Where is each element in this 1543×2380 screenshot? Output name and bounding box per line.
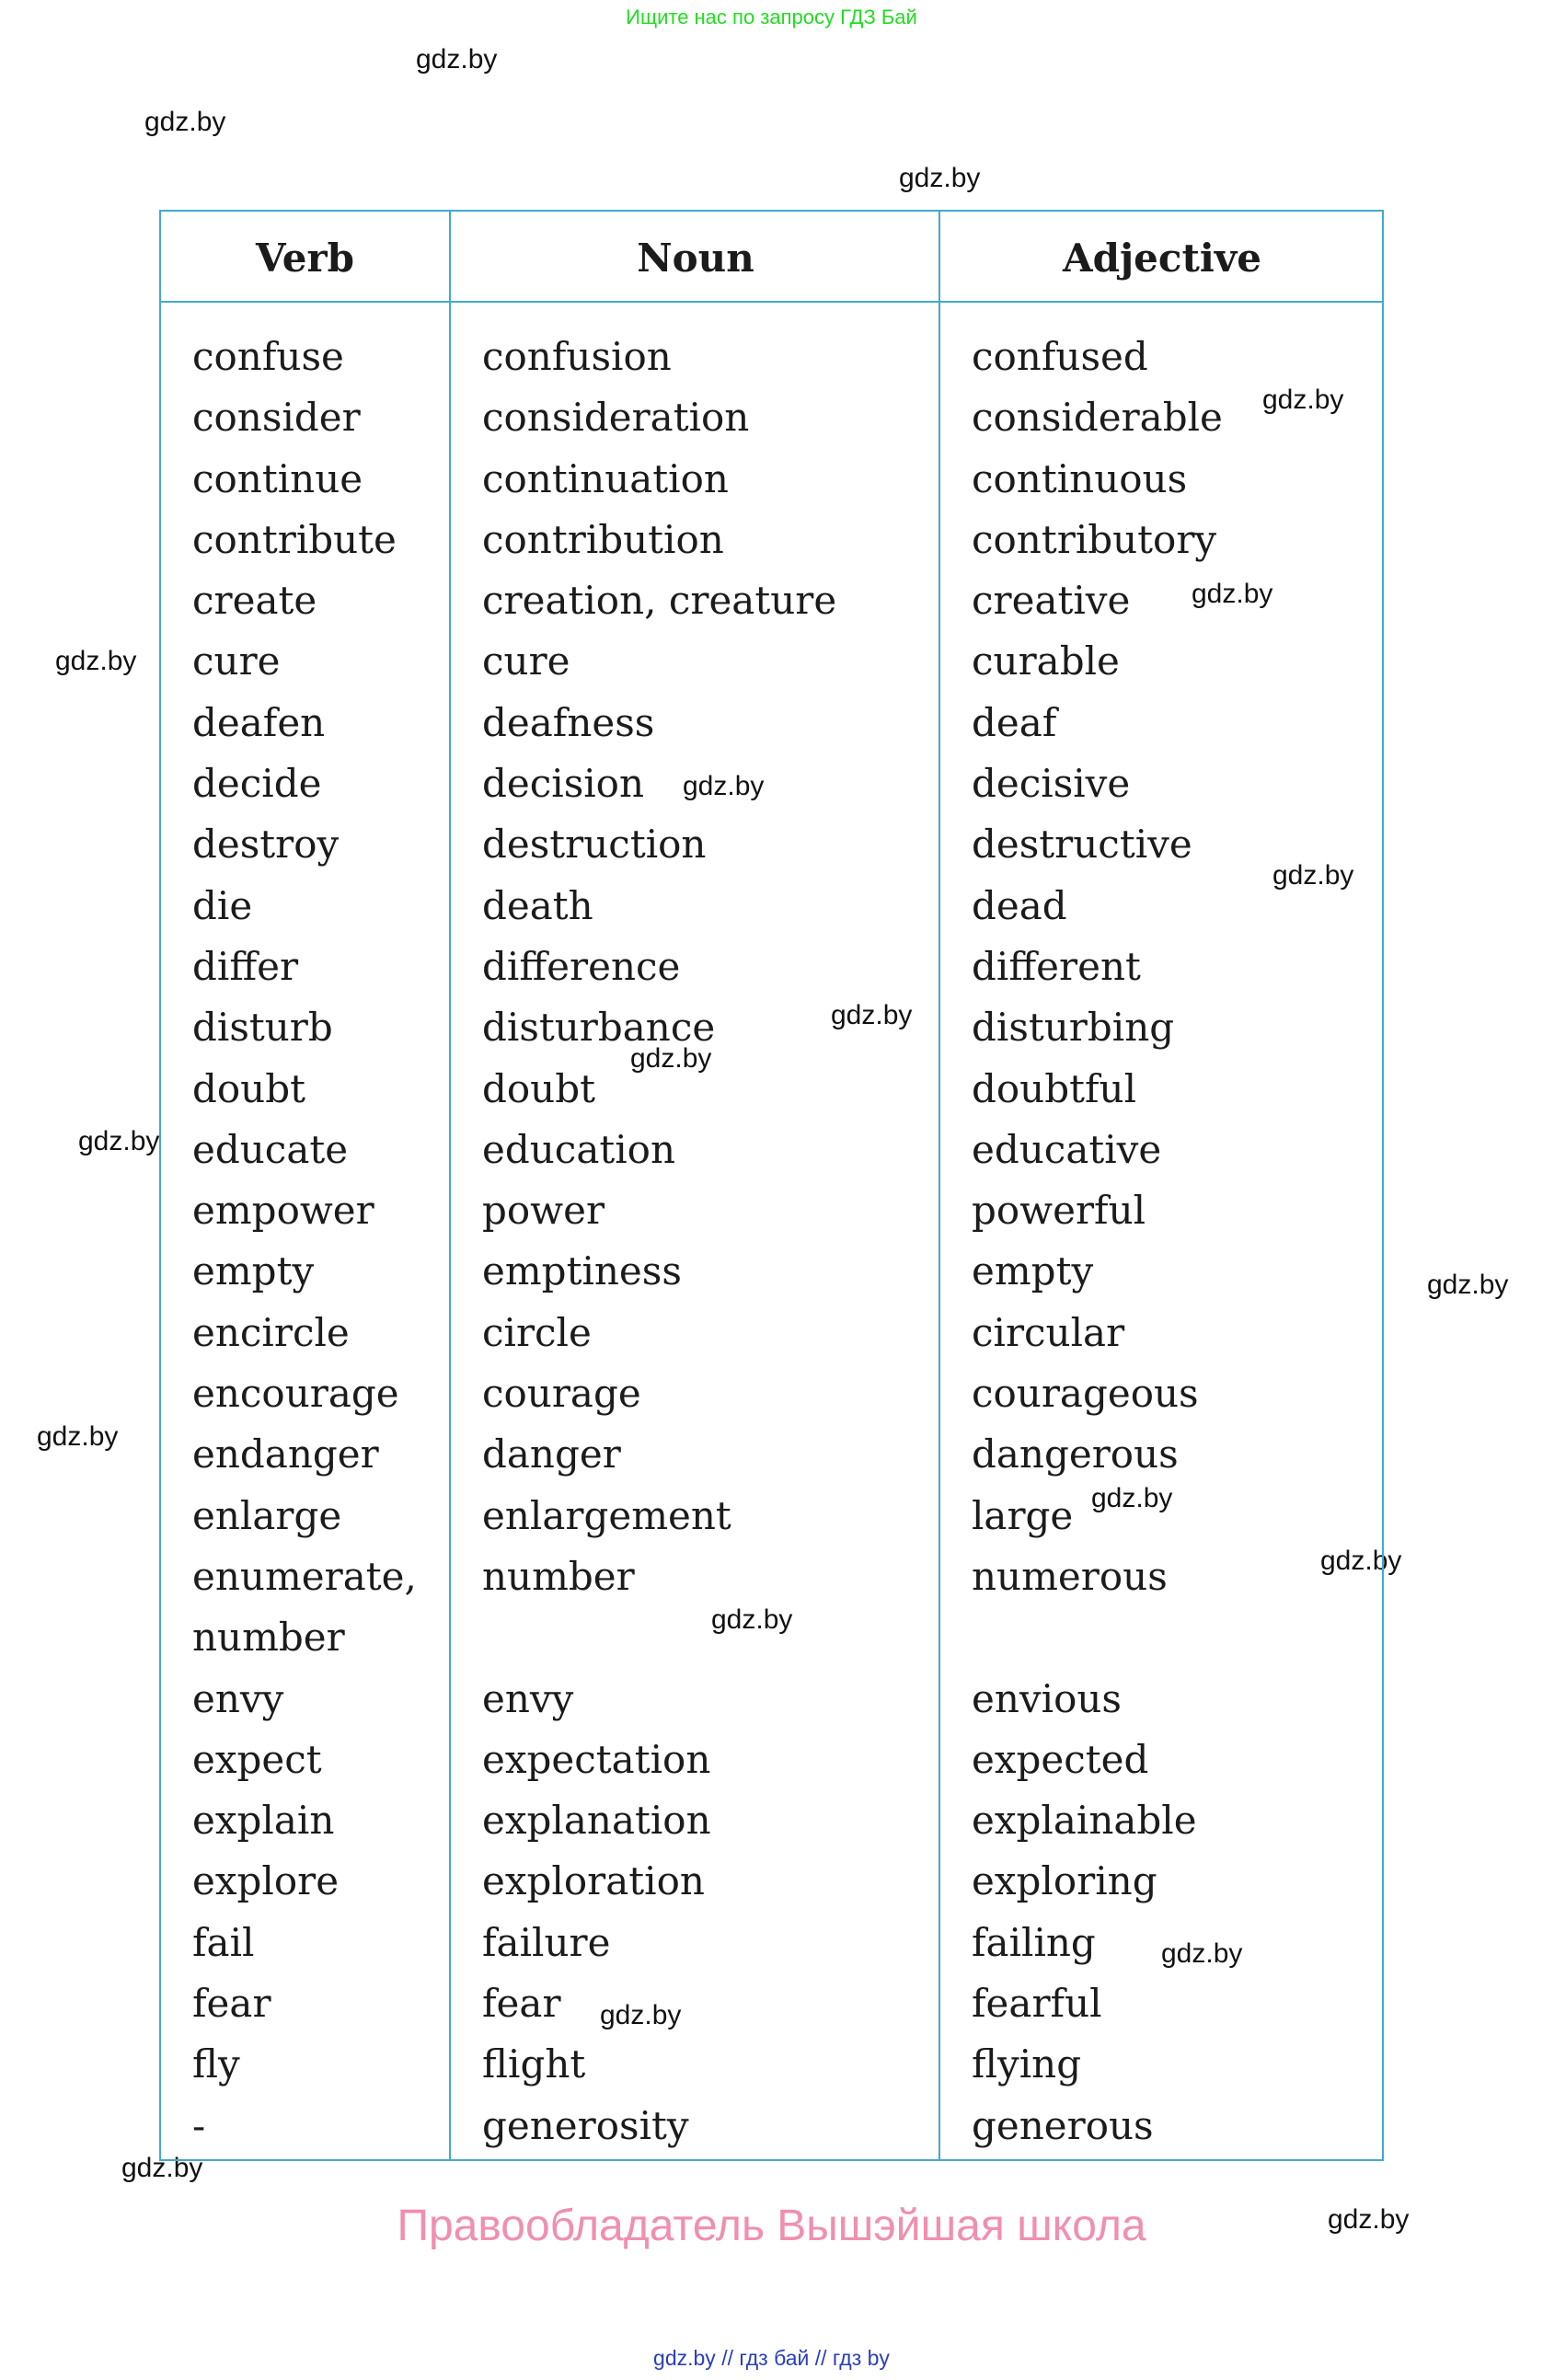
watermark: gdz.by — [899, 163, 981, 193]
verb-word: encourage — [192, 1371, 399, 1417]
watermark: gdz.by — [1262, 385, 1344, 415]
adjective-word: considerable — [972, 395, 1223, 441]
watermark: gdz.by — [37, 1421, 119, 1452]
adjective-word: exploring — [972, 1858, 1157, 1904]
adjective-word: curable — [972, 638, 1120, 684]
noun-word: number — [482, 1553, 635, 1599]
noun-word: power — [482, 1188, 605, 1234]
watermark: gdz.by — [144, 107, 226, 137]
verb-word: destroy — [192, 822, 340, 868]
noun-column — [449, 212, 940, 2159]
verb-word: deafen — [192, 699, 326, 745]
word-formation-table — [159, 210, 1384, 2161]
rights-holder-notice: Правообладатель Вышэйшая школа — [397, 2202, 1146, 2250]
watermark: gdz.by — [600, 2000, 682, 2030]
noun-word: fear — [482, 1981, 561, 2027]
verb-word: number — [192, 1615, 345, 1661]
adjective-word: doubtful — [972, 1065, 1137, 1111]
verb-word: explain — [192, 1798, 335, 1844]
watermark: gdz.by — [1161, 1938, 1243, 1969]
adjective-word: powerful — [972, 1188, 1146, 1234]
adjective-word — [972, 1607, 1223, 1668]
noun-word: envy — [482, 1675, 574, 1721]
adjective-word: continuous — [972, 455, 1188, 501]
verb-word: consider — [192, 395, 361, 441]
noun-word: generosity — [482, 2102, 689, 2148]
noun-word: decision — [482, 761, 645, 807]
noun-word: destruction — [482, 822, 707, 868]
noun-list — [482, 327, 836, 2156]
verb-word: educate — [192, 1126, 349, 1172]
noun-word: danger — [482, 1431, 621, 1477]
noun-word: courage — [482, 1371, 641, 1417]
adjective-word: failing — [972, 1919, 1096, 1965]
watermark: gdz.by — [1091, 1483, 1173, 1513]
adjective-word: confused — [972, 334, 1148, 379]
verb-word: create — [192, 578, 317, 624]
adjective-word: dead — [972, 882, 1067, 928]
adjective-column — [938, 212, 1384, 2159]
watermark: gdz.by — [55, 646, 137, 676]
adjective-word: numerous — [972, 1553, 1168, 1599]
noun-word: difference — [482, 943, 681, 989]
verb-word: die — [192, 882, 253, 928]
watermark: gdz.by — [630, 1043, 712, 1074]
noun-word: consideration — [482, 395, 750, 441]
noun-word: flight — [482, 2041, 586, 2087]
adjective-word: generous — [972, 2102, 1154, 2148]
verb-word: expect — [192, 1736, 322, 1782]
adjective-word: disturbing — [972, 1005, 1175, 1051]
adjective-word: empty — [972, 1248, 1094, 1294]
noun-word: creation, creature — [482, 578, 837, 624]
adjective-word: different — [972, 943, 1141, 989]
verb-word: decide — [192, 761, 322, 807]
adjective-word: expected — [972, 1736, 1149, 1782]
noun-word: education — [482, 1126, 675, 1172]
adjective-word: large — [972, 1492, 1074, 1538]
verb-word: explore — [192, 1858, 340, 1904]
verb-word: confuse — [192, 334, 344, 379]
verb-word: envy — [192, 1675, 284, 1721]
adjective-word: educative — [972, 1126, 1162, 1172]
verb-word: fail — [192, 1919, 255, 1965]
verb-column — [161, 212, 449, 2159]
verb-word: empty — [192, 1248, 315, 1294]
verb-header: Verb — [256, 236, 354, 281]
noun-header: Noun — [637, 236, 754, 281]
noun-word — [482, 1607, 836, 1668]
watermark: gdz.by — [121, 2153, 203, 2183]
verb-word: fear — [192, 1981, 271, 2027]
adjective-word: destructive — [972, 822, 1192, 868]
verb-word: enumerate, — [192, 1553, 417, 1599]
watermark: gdz.by — [1192, 579, 1273, 609]
noun-word: confusion — [482, 334, 672, 379]
verb-word: empower — [192, 1188, 374, 1234]
noun-word: doubt — [482, 1065, 595, 1111]
noun-word: failure — [482, 1919, 611, 1965]
adjective-list — [972, 327, 1223, 2156]
adjective-word: explainable — [972, 1798, 1197, 1844]
adjective-word: contributory — [972, 516, 1217, 562]
verb-word: cure — [192, 638, 281, 684]
adjective-word: deaf — [972, 699, 1057, 745]
adjective-word: flying — [972, 2041, 1082, 2087]
noun-word: expectation — [482, 1736, 711, 1782]
noun-word: emptiness — [482, 1248, 682, 1294]
verb-list — [192, 327, 417, 2156]
adjective-word: courageous — [972, 1371, 1199, 1417]
watermark: gdz.by — [1427, 1270, 1509, 1300]
adjective-word: creative — [972, 578, 1131, 624]
verb-word: differ — [192, 943, 299, 989]
noun-word: enlargement — [482, 1492, 731, 1538]
verb-word: disturb — [192, 1005, 333, 1051]
verb-word: enlarge — [192, 1492, 342, 1538]
noun-word: cure — [482, 638, 570, 684]
verb-word: doubt — [192, 1065, 305, 1111]
verb-word: fly — [192, 2041, 240, 2087]
noun-word: disturbance — [482, 1005, 716, 1051]
watermark: gdz.by — [831, 1000, 913, 1030]
noun-word: death — [482, 882, 593, 928]
verb-word: encircle — [192, 1309, 350, 1355]
noun-word: circle — [482, 1309, 592, 1355]
adjective-word: circular — [972, 1309, 1125, 1355]
watermark: gdz.by — [711, 1604, 793, 1635]
verb-word: endanger — [192, 1431, 379, 1477]
verb-word: - — [192, 2102, 206, 2148]
watermark: gdz.by — [1272, 860, 1354, 891]
noun-word: deafness — [482, 699, 655, 745]
adjective-word: fearful — [972, 1981, 1102, 2027]
noun-word: exploration — [482, 1858, 705, 1904]
noun-word: continuation — [482, 455, 729, 501]
top-search-note: Ищите нас по запросу ГДЗ Бай — [626, 6, 917, 29]
adjective-word: dangerous — [972, 1431, 1179, 1477]
noun-word: contribution — [482, 516, 724, 562]
adjective-header: Adjective — [1063, 236, 1261, 281]
watermark: gdz.by — [78, 1126, 160, 1156]
watermark: gdz.by — [1328, 2204, 1410, 2235]
verb-word: contribute — [192, 516, 397, 562]
footer-links: gdz.by // гдз бай // гдз by — [653, 2346, 890, 2370]
verb-word: continue — [192, 455, 363, 501]
adjective-word: decisive — [972, 761, 1131, 807]
watermark: gdz.by — [683, 771, 765, 801]
watermark: gdz.by — [1320, 1546, 1402, 1576]
watermark: gdz.by — [416, 44, 498, 75]
noun-word: explanation — [482, 1798, 711, 1844]
adjective-word: envious — [972, 1675, 1122, 1721]
